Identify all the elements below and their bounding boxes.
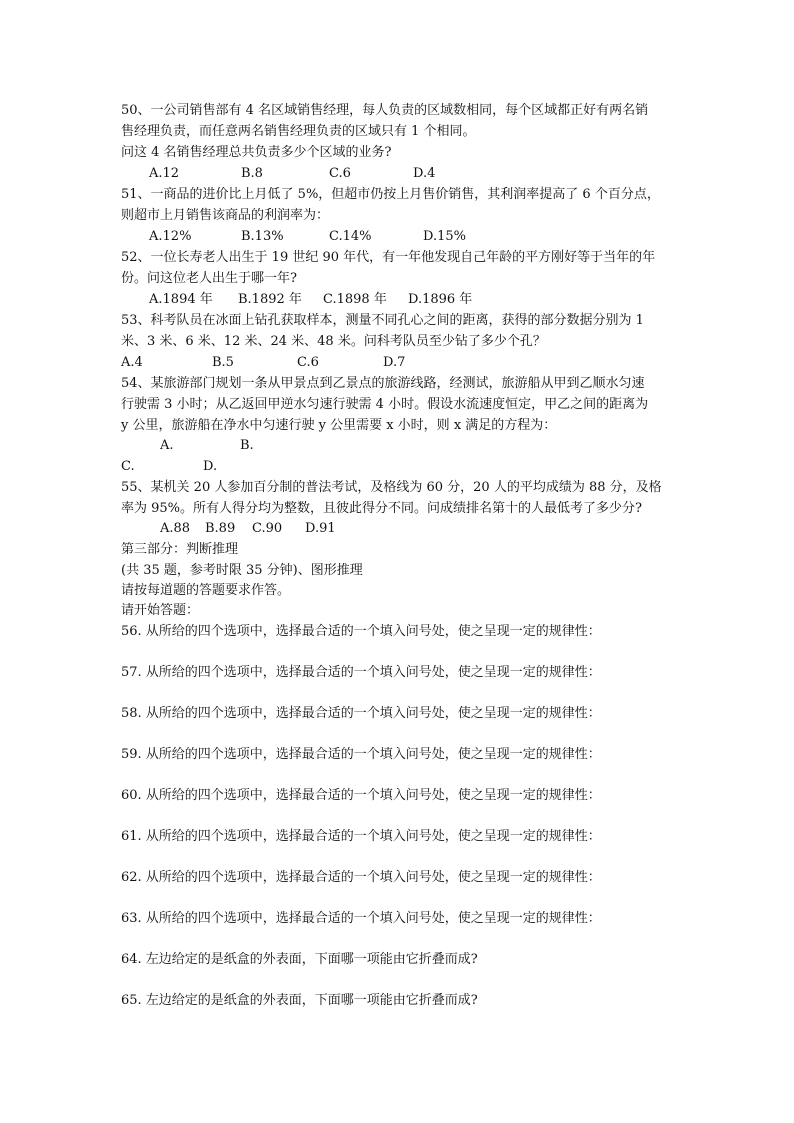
question-63: 63. 从所给的四个选项中，选择最合适的一个填入问号处，使之呈现一定的规律性： [121, 911, 601, 926]
q55-option-a: A.88 [160, 521, 191, 536]
q51-option-b: B.13% [241, 229, 284, 244]
q55-line-2: 率为 95%。所有人得分均为整数，且彼此得分不同。问成绩排名第十的人最低考了多少分? [121, 501, 642, 516]
question-65: 65. 左边给定的是纸盒的外表面，下面哪一项能由它折叠而成? [121, 993, 478, 1008]
q51-line-2: 则超市上月销售该商品的利润率为： [121, 208, 330, 223]
q50-option-b: B.8 [241, 166, 263, 181]
q54-line-2: 行驶需 3 小时；从乙返回甲逆水匀速行驶需 4 小时。假设水流速度恒定，甲乙之间的距离为 [121, 397, 649, 412]
q53-line-2: 米、3 米、6 米、12 米、24 米、48 米。问科考队员至少钻了多少个孔？ [121, 334, 546, 349]
q55-option-c: C.90 [252, 521, 283, 536]
q53-line-1: 53、科考队员在冰面上钻孔获取样本，测量不同孔心之间的距离，获得的部分数据分别为 1 [121, 313, 644, 328]
q50-line-2: 售经理负责，而任意两名销售经理负责的区域只有 1 个相同。 [121, 124, 476, 139]
q53-option-d: D.7 [383, 355, 406, 370]
question-60: 60. 从所给的四个选项中，选择最合适的一个填入问号处，使之呈现一定的规律性： [121, 788, 601, 803]
question-58: 58. 从所给的四个选项中，选择最合适的一个填入问号处，使之呈现一定的规律性： [121, 706, 601, 721]
q52-option-d: D.1896 年 [408, 292, 473, 307]
q54-line-3: y 公里，旅游船在净水中匀速行驶 y 公里需要 x 小时，则 x 满足的方程为： [121, 418, 557, 433]
q54-option-a: A. [160, 438, 174, 453]
q52-line-2: 份。问这位老人出生于哪一年? [121, 271, 297, 286]
q55-option-b: B.89 [205, 521, 236, 536]
q50-option-d: D.4 [413, 166, 436, 181]
section-start: 请开始答题： [121, 603, 200, 618]
q50-line-1: 50、一公司销售部有 4 名区域销售经理，每人负责的区域数相同，每个区域都正好有两名销 [121, 103, 649, 118]
question-61: 61. 从所给的四个选项中，选择最合适的一个填入问号处，使之呈现一定的规律性： [121, 829, 601, 844]
q51-option-c: C.14% [329, 229, 372, 244]
section-title: 第三部分：判断推理 [121, 542, 239, 557]
question-62: 62. 从所给的四个选项中，选择最合适的一个填入问号处，使之呈现一定的规律性： [121, 870, 601, 885]
section-subtitle: (共 35 题，参考时限 35 分钟)、图形推理 [121, 563, 363, 578]
question-57: 57. 从所给的四个选项中，选择最合适的一个填入问号处，使之呈现一定的规律性： [121, 665, 601, 680]
q52-line-1: 52、一位长寿老人出生于 19 世纪 90 年代，有一年他发现自己年龄的平方刚好等于当年的年 [121, 250, 656, 265]
question-64: 64. 左边给定的是纸盒的外表面，下面哪一项能由它折叠而成? [121, 952, 478, 967]
q51-line-1: 51、一商品的进价比上月低了 5%，但超市仍按上月售价销售，其利润率提高了 6 个百分点， [121, 187, 660, 202]
q53-option-b: B.5 [212, 355, 234, 370]
question-56: 56. 从所给的四个选项中，选择最合适的一个填入问号处，使之呈现一定的规律性： [121, 624, 601, 639]
q54-option-c: C. [121, 459, 135, 474]
q50-line-3: 问这 4 名销售经理总共负责多少个区域的业务? [121, 145, 392, 160]
q54-option-b: B. [240, 438, 254, 453]
q50-option-a: A.12 [149, 166, 180, 181]
q55-line-1: 55、某机关 20 人参加百分制的普法考试，及格线为 60 分，20 人的平均成绩为 88 分，及格 [121, 480, 662, 495]
q52-option-c: C.1898 年 [323, 292, 387, 307]
q51-option-a: A.12% [149, 229, 192, 244]
question-59: 59. 从所给的四个选项中，选择最合适的一个填入问号处，使之呈现一定的规律性： [121, 747, 601, 762]
q53-option-a: A.4 [121, 355, 143, 370]
q52-option-b: B.1892 年 [238, 292, 302, 307]
q54-option-d: D. [203, 459, 218, 474]
q52-option-a: A.1894 年 [149, 292, 213, 307]
q50-option-c: C.6 [329, 166, 351, 181]
section-instructions: 请按每道题的答题要求作答。 [121, 583, 291, 598]
q54-line-1: 54、某旅游部门规划一条从甲景点到乙景点的旅游线路，经测试，旅游船从甲到乙顺水匀速 [121, 376, 645, 391]
q55-option-d: D.91 [305, 521, 336, 536]
q51-option-d: D.15% [423, 229, 466, 244]
q53-option-c: C.6 [297, 355, 319, 370]
